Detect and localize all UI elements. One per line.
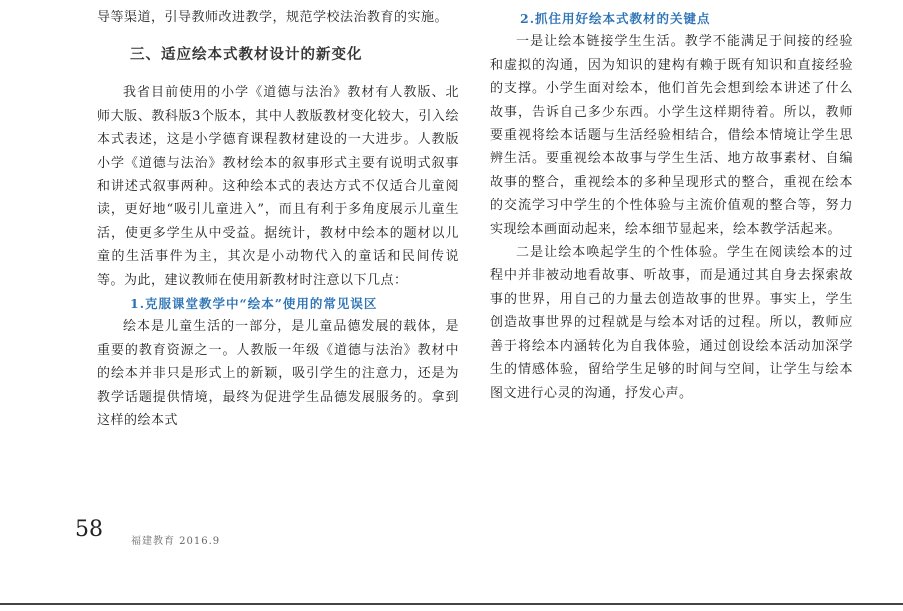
left-paragraph-2: 绘本是儿童生活的一部分，是儿童品德发展的载体，是重要的教育资源之一。人教版一年级《道德与法治》教材中的绘本并非只是形式上的新颖，吸引学生的注意力，还是为教学话题提供情境，最终为促进学生品德发展服务的。拿到这样的绘本式: [97, 319, 459, 429]
subhead-2: 2.抓住用好绘本式教材的关键点: [520, 11, 711, 26]
right-paragraph-1: 一是让绘本链接学生生活。教学不能满足于间接的经验和虚拟的沟通，因为知识的建构有赖于既有知识和直接经验的支撑。小学生面对绘本，他们首先会想到绘本讲述了什么故事，告诉自己多少东西。小学生这样期待着。所以，教师要重视将绘本话题与生活经验相结合，借绘本情境让学生思辨生活。要重视绘本故事与学生生活、地方故事素材、自编故事的整合，重视绘本的多种呈现形式的整合，重视在绘本的交流学习中学生的个性体验与主流价值观的整合等，努力实现绘本画面动起来，绘本细节显起来，绘本教学活起来。: [490, 34, 853, 237]
right-column: [490, 7, 853, 405]
subhead-1: 1.克服课堂教学中“绘本”使用的常见误区: [130, 296, 378, 312]
left-paragraph-1: 我省目前使用的小学《道德与法治》教材有人教版、北师大版、教科版3个版本，其中人教版教材变化较大，引入绘本式表述，这是小学德育课程教材建设的一大进步。人教版小学《道德与法治》教材绘本的叙事形式主要有说明式叙事和讲述式叙事两种。这种绘本式的表达方式不仅适合儿童阅读，更好地“吸引儿童进入”，而且有利于多角度展示儿童生活，使更多学生从中受益。据统计，教材中绘本的题材以儿童的生活事件为主，其次是小动物代入的童话和民间传说等。为此，建议教师在使用新教材时注意以下几点：: [97, 85, 459, 288]
right-paragraph-2: 二是让绘本唤起学生的个性体验。学生在阅读绘本的过程中并非被动地看故事、听故事，而是通过其自身去探索故事的世界，用自己的力量去创造故事的世界。事实上，学生创造故事世界的过程就是与绘本对话的过程。所以，教师应善于将绘本内涵转化为自我体验，通过创设绘本活动加深学生的情感体验，留给学生足够的时间与空间，让学生与绘本图文进行心灵的沟通，抒发心声。: [490, 245, 853, 401]
left-column: [97, 6, 459, 433]
section-title: 三、适应绘本式教材设计的新变化: [130, 46, 363, 64]
page-number: 58: [75, 517, 103, 542]
bottom-rule: [0, 603, 903, 605]
journal-footer: 福建教育 2016.9: [131, 536, 221, 547]
left-top-fragment: 导等渠道，引导教师改进教学，规范学校法治教育的实施。: [97, 10, 449, 25]
